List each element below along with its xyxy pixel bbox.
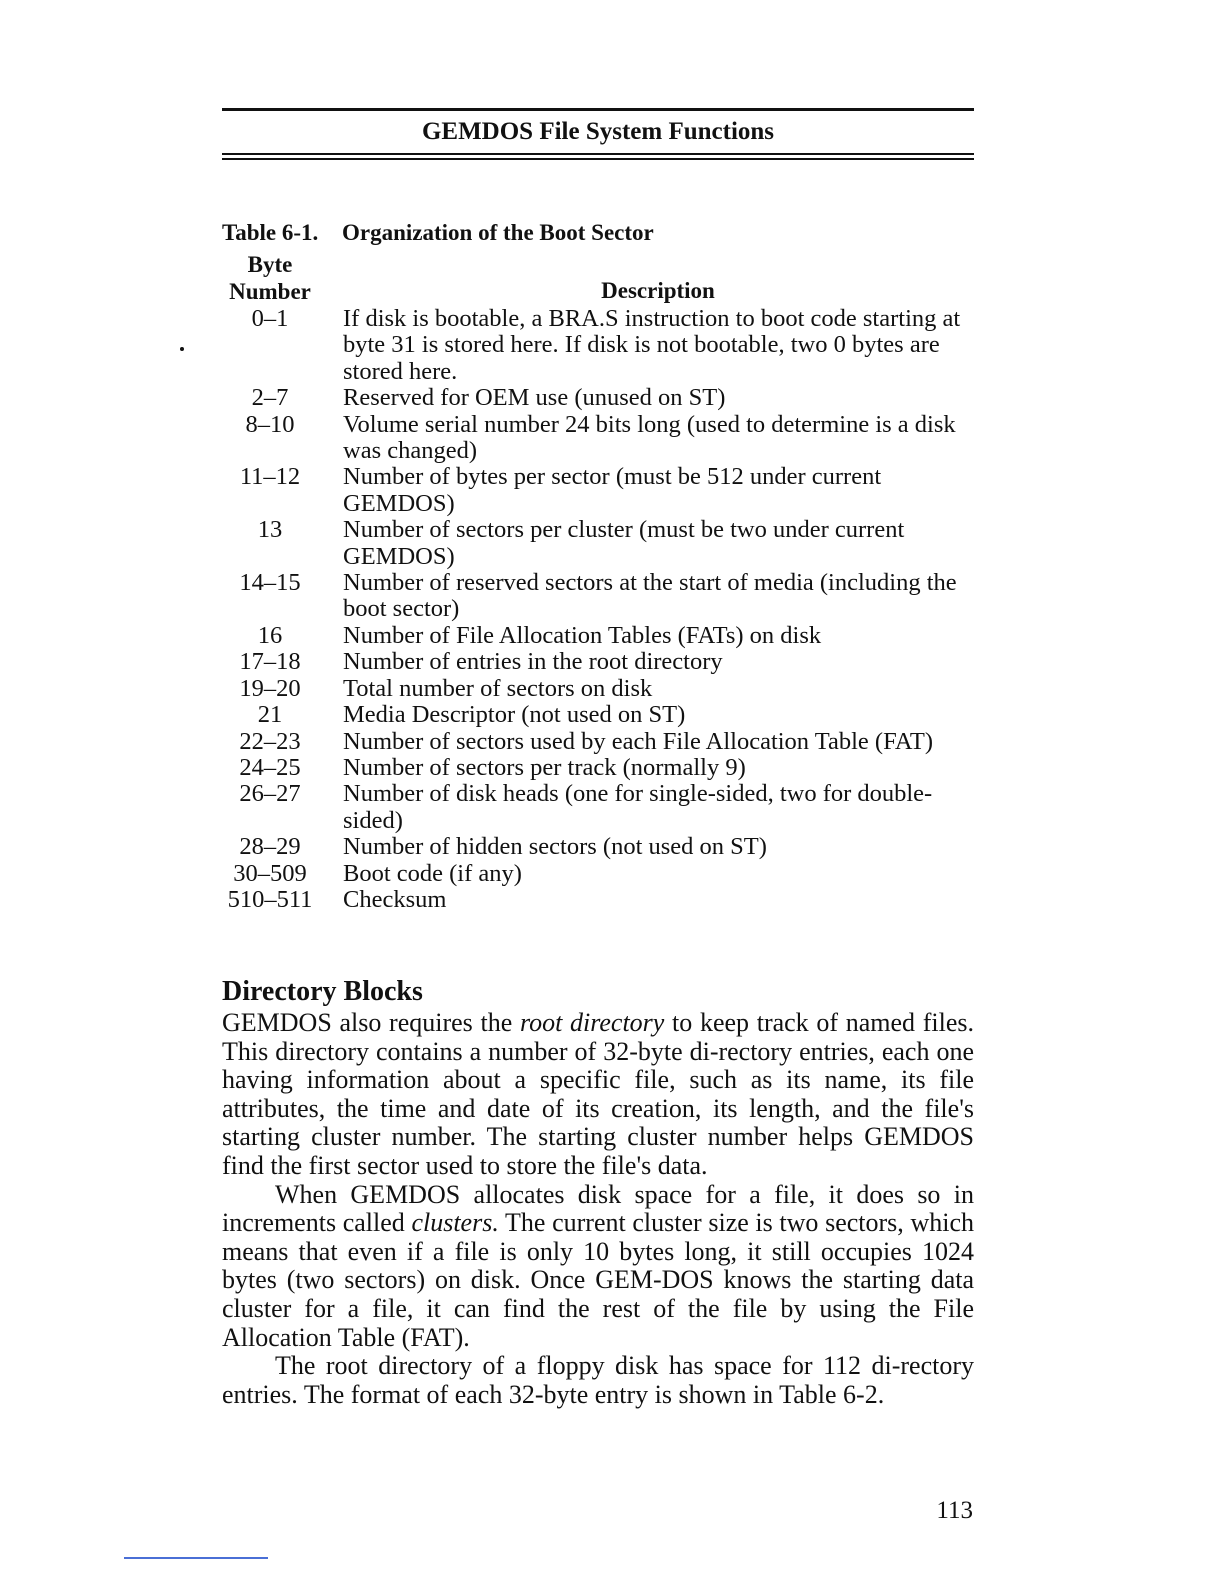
- table-cell-description: Number of File Allocation Tables (FATs) on disk: [343, 621, 822, 649]
- paragraph-1-emphasis: root directory: [519, 1008, 665, 1037]
- table-cell-description: Media Descriptor (not used on ST): [343, 701, 686, 729]
- table-cell-byte: 17–18: [239, 648, 301, 676]
- table-row: [222, 887, 974, 913]
- table-cell-byte: 14–15: [239, 569, 301, 597]
- table-cell-byte: 24–25: [239, 753, 301, 781]
- table-cell-description: Number of disk heads (one for single-sided, two for double-sided): [343, 780, 933, 834]
- table-cell-byte: 16: [257, 621, 283, 649]
- section-body: [222, 1009, 974, 1409]
- table-cell-description: Checksum: [343, 885, 447, 913]
- page-number: 113: [936, 1497, 973, 1524]
- section-title: Directory Blocks: [222, 976, 423, 1007]
- table-row: [222, 834, 974, 860]
- table-cell-description: Number of sectors per cluster (must be two under current GEMDOS): [343, 516, 905, 570]
- boot-sector-table: [222, 306, 974, 913]
- table-cell-byte: 26–27: [239, 780, 301, 808]
- table-cell-description: Number of entries in the root directory: [343, 648, 723, 676]
- paragraph-2: [222, 1181, 974, 1353]
- table-row: [222, 676, 974, 702]
- header-title: GEMDOS File System Functions: [421, 118, 775, 145]
- table-cell-byte: 19–20: [239, 674, 301, 702]
- table-cell-byte: 13: [257, 516, 283, 544]
- paragraph-2-text-b: The current cluster size is two sectors, which means that even if a file is only 10 bytes long, it still occupies 1024 bytes (two sectors) on disk. Once GEM-DOS knows the starting data cluster for a file, it can find the rest of the file by using the File Allocation Table (FAT).: [222, 1208, 974, 1352]
- paragraph-1: [222, 1009, 974, 1181]
- bottom-edge-rule: [124, 1557, 268, 1559]
- column-header-byte-line1: Byte: [247, 252, 293, 277]
- table-row: [222, 623, 974, 649]
- paragraph-3: The root directory of a floppy disk has space for 112 di-rectory entries. The format of each 32-byte entry is shown in Table 6-2.: [222, 1351, 974, 1409]
- table-cell-description: Number of reserved sectors at the start of media (including the boot sector): [343, 569, 957, 623]
- table-caption-number: Table 6-1.: [222, 220, 319, 245]
- table-row: [222, 306, 974, 385]
- column-header-description: Description: [601, 278, 715, 303]
- table-cell-description: Volume serial number 24 bits long (used to determine is a disk was changed): [343, 410, 956, 465]
- header-double-rule: [222, 153, 974, 160]
- table-cell-description: Number of sectors per track (normally 9): [343, 753, 746, 781]
- table-cell-byte: 22–23: [239, 727, 301, 755]
- table-cell-description: Reserved for OEM use (unused on ST): [343, 384, 726, 412]
- table-cell-byte: 8–10: [245, 410, 295, 438]
- paragraph-2-text-a: When GEMDOS allocates disk space for a file, it does so in increments called: [222, 1179, 974, 1238]
- table-cell-description: Boot code (if any): [343, 859, 522, 887]
- table-cell-byte: 0–1: [251, 305, 289, 332]
- header-top-rule: [222, 108, 974, 111]
- table-row: [222, 570, 974, 623]
- table-cell-byte: 28–29: [239, 833, 301, 861]
- table-cell-byte: 30–509: [233, 859, 307, 887]
- table-row: [222, 649, 974, 675]
- table-cell-description: If disk is bootable, a BRA.S instruction to boot code starting at byte 31 is stored here. If disk is not bootable, two 0 bytes are stored here.: [343, 305, 961, 385]
- table-row: [222, 385, 974, 411]
- paragraph-2-emphasis: clusters.: [411, 1208, 499, 1238]
- table-row: [222, 781, 974, 834]
- table-cell-byte: 11–12: [239, 463, 301, 491]
- column-header-byte-line2: Number: [229, 279, 311, 304]
- table-cell-description: Total number of sectors on disk: [343, 674, 653, 702]
- table-row: [222, 702, 974, 728]
- column-header-byte-number: [222, 251, 318, 305]
- table-row: [222, 755, 974, 781]
- running-header: [222, 108, 974, 160]
- scan-speck: [180, 347, 184, 351]
- paragraph-1-text-a: GEMDOS also requires the: [222, 1008, 520, 1037]
- paragraph-1-text-b: to keep track of named files. This directory contains a number of 32-byte di-rectory entries, each one having information about a specific file, such as its name, its file attributes, the time and date of its creation, its length, and the file's starting cluster number. The starting cluster number helps GEMDOS find the first sector used to store the file's data.: [222, 1008, 974, 1180]
- table-caption-title: Organization of the Boot Sector: [342, 220, 654, 245]
- table-cell-description: Number of sectors used by each File Allocation Table (FAT): [343, 727, 933, 755]
- table-cell-byte: 510–511: [227, 885, 313, 913]
- table-cell-description: Number of hidden sectors (not used on ST): [343, 833, 767, 861]
- table-cell-byte: 21: [257, 701, 283, 729]
- table-cell-description: Number of bytes per sector (must be 512 under current GEMDOS): [343, 463, 882, 517]
- table-caption: [222, 219, 654, 247]
- table-row: [222, 729, 974, 755]
- table-row: [222, 464, 974, 517]
- table-row: [222, 517, 974, 570]
- table-row: [222, 412, 974, 465]
- table-row: [222, 861, 974, 887]
- table-cell-byte: 2–7: [251, 384, 289, 412]
